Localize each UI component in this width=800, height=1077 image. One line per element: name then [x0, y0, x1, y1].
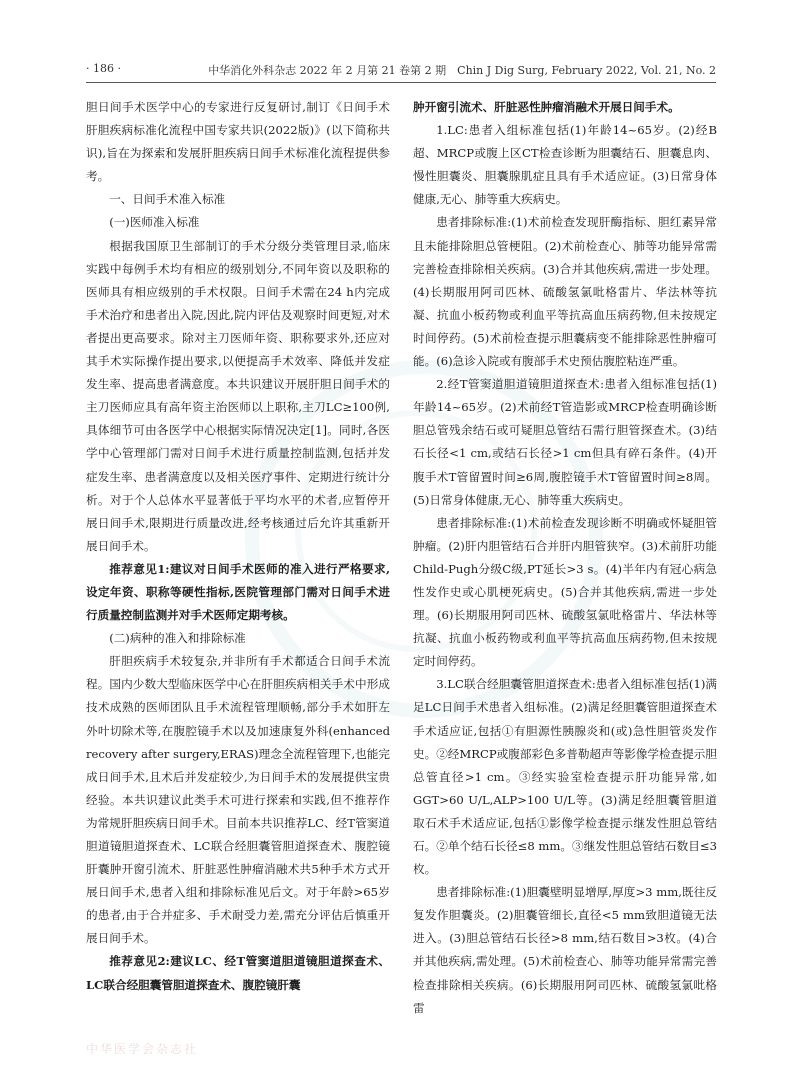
- right-text-column: [413, 96, 717, 1020]
- paragraph: 推荐意见2:建议LC、经T管窦道胆道镜胆道探查术、LC联合经胆囊管胆道探查术、腹腔镜肝囊: [86, 954, 390, 992]
- paragraph: 患者排除标准:(1)术前检查发现诊断不明确或怀疑胆管肿瘤。(2)肝内胆管结石合并肝内胆管狭窄。(3)术前肝功能Child-Pugh分级C级,PT延长>3 s。(4)半年内有冠心病急性发作史或心肌梗死病史。(5)合并其他疾病,需进一步处理。(6)长期服用阿司匹林、硫酸氢氯吡格雷片、华法林等抗凝、抗血小板药物或利血平等抗高血压病药物,但未按规定时间停药。: [413, 515, 717, 669]
- header-divider: [86, 82, 716, 83]
- paragraph: 3.LC联合经胆囊管胆道探查术:患者入组标准包括(1)满足LC日间手术患者入组标准。(2)满足经胆囊管胆道探查术手术适应证,包括①有胆源性胰腺炎和(或)急性胆管炎发作史。②经MRCP或腹部彩色多普勒超声等影像学检查提示胆总管直径>1 cm。③经实验室检查提示肝功能异常,如GGT>60 U/L,ALP>100 U/L等。(3)满足经胆囊管胆道取石术手术适应证,包括①影像学检查提示继发性胆总管结石。②单个结石长径≤8 mm。③继发性胆总管结石数目≤3枚。: [413, 677, 717, 877]
- journal-citation: 中华消化外科杂志 2022 年 2 月第 21 卷第 2 期 Chin J Dig Surg, February 2022, Vol. 21, No. 2: [208, 64, 716, 77]
- paragraph: (一)医师准入标准: [109, 215, 200, 230]
- paragraph: 一、日间手术准入标准: [109, 192, 226, 207]
- paragraph: 患者排除标准:(1)胆囊壁明显增厚,厚度>3 mm,既往反复发作胆囊炎。(2)胆囊管细长,直径<5 mm致胆道镜无法进入。(3)胆总管结石长径>8 mm,结石数目>3枚。(4)合并其他疾病,需处理。(5)术前检查心、肺等功能异常需完善检查排除相关疾病。(6)长期服用阿司匹林、硫酸氢氯吡格雷: [413, 885, 717, 1015]
- running-header: [86, 58, 716, 80]
- paragraph: 患者排除标准:(1)术前检查发现肝酶指标、胆红素异常且未能排除胆总管梗阻。(2)术前检查心、肺等功能异常需完善检查排除相关疾病。(3)合并其他疾病,需进一步处理。(4)长期服用阿司匹林、硫酸氢氯吡格雷片、华法林等抗凝、抗血小板药物或利血平等抗高血压病药物,但未按规定时间停药。(5)术前检查提示胆囊病变不能排除恶性肿瘤可能。(6)急诊入院或有腹部手术史预估腹腔粘连严重。: [413, 215, 717, 369]
- paragraph: 2.经T管窦道胆道镜胆道探查术:患者入组标准包括(1)年龄14~65岁。(2)术前经T管造影或MRCP检查明确诊断胆总管残余结石或可疑胆总管结石需行胆管探查术。(3)结石长径<1 cm,或结石长径>1 cm但具有碎石条件。(4)开腹手术T管留置时间≥6周,腹腔镜手术T管留置时间≥8周。(5)日常身体健康,无心、肺等重大疾病史。: [413, 377, 717, 507]
- left-text-column: [86, 96, 390, 997]
- paragraph: 根据我国原卫生部制订的手术分级分类管理目录,临床实践中每例手术均有相应的级别划分,不同年资以及职称的医师具有相应级别的手术权限。日间手术需在24 h内完成手术治疗和患者出入院,因此,院内评估及观察时间更短,对术者提出更高要求。除对主刀医师年资、职称要求外,还应对其手术实际操作提出要求,以便提高手术效率、降低并发症发生率、提高患者满意度。本共识建议开展肝胆日间手术的主刀医师应具有高年资主治医师以上职称,主刀LC≥100例,具体细节可由各医学中心根据实际情况决定[1]。同时,各医学中心管理部门需对日间手术进行质量控制监测,包括并发症发生率、患者满意度以及相关医疗事件、定期进行统计分析。对于个人总体水平显著低于平均水平的术者,应暂停开展日间手术,限期进行质量改进,经考核通过后允许其重新开展日间手术。: [86, 238, 390, 553]
- publisher-watermark-logo: 中华医学会杂志社: [86, 1042, 199, 1056]
- paragraph: 肝胆疾病手术较复杂,并非所有手术都适合日间手术流程。国内少数大型临床医学中心在肝胆疾病相关手术中形成技术成熟的医师团队且手术流程管理顺畅,部分手术如肝左外叶切除术等,在腹腔镜手术以及加速康复外科(enhanced recovery after surgery,ERAS)理念全流程管理下,也能完成日间手术,且术后并发症较少,为日间手术的发展提供宝贵经验。本共识建议此类手术可进行探索和实践,但不推荐作为常规肝胆疾病日间手术。目前本共识推荐LC、经T管窦道胆道镜胆道探查术、LC联合经胆囊管胆道探查术、腹腔镜肝囊肿开窗引流术、肝脏恶性肿瘤消融术共5种手术方式开展日间手术,患者入组和排除标准见后文。对于年龄>65岁的患者,由于合并症多、手术耐受力差,需充分评估后慎重开展日间手术。: [86, 654, 390, 946]
- paragraph: 胆日间手术医学中心的专家进行反复研讨,制订《日间手术肝胆疾病标准化流程中国专家共识(2022版)》(以下简称共识),旨在为探索和发展肝胆疾病日间手术标准化流程提供参考。: [86, 100, 390, 184]
- paragraph: 1.LC:患者入组标准包括(1)年龄14~65岁。(2)经B超、MRCP或腹上区CT检查诊断为胆囊结石、胆囊息肉、慢性胆囊炎、胆囊腺肌症且具有手术适应证。(3)日常身体健康,无心、肺等重大疾病史。: [413, 123, 717, 207]
- paragraph: 肿开窗引流术、肝脏恶性肿瘤消融术开展日间手术。: [413, 100, 680, 114]
- paragraph: 推荐意见1:建议对日间手术医师的准入进行严格要求,设定年资、职称等硬性指标,医院管理部门需对日间手术进行质量控制监测并对手术医师定期考核。: [86, 561, 390, 623]
- paragraph: (二)病种的准入和排除标准: [109, 631, 246, 646]
- page-number: · 186 ·: [86, 62, 121, 75]
